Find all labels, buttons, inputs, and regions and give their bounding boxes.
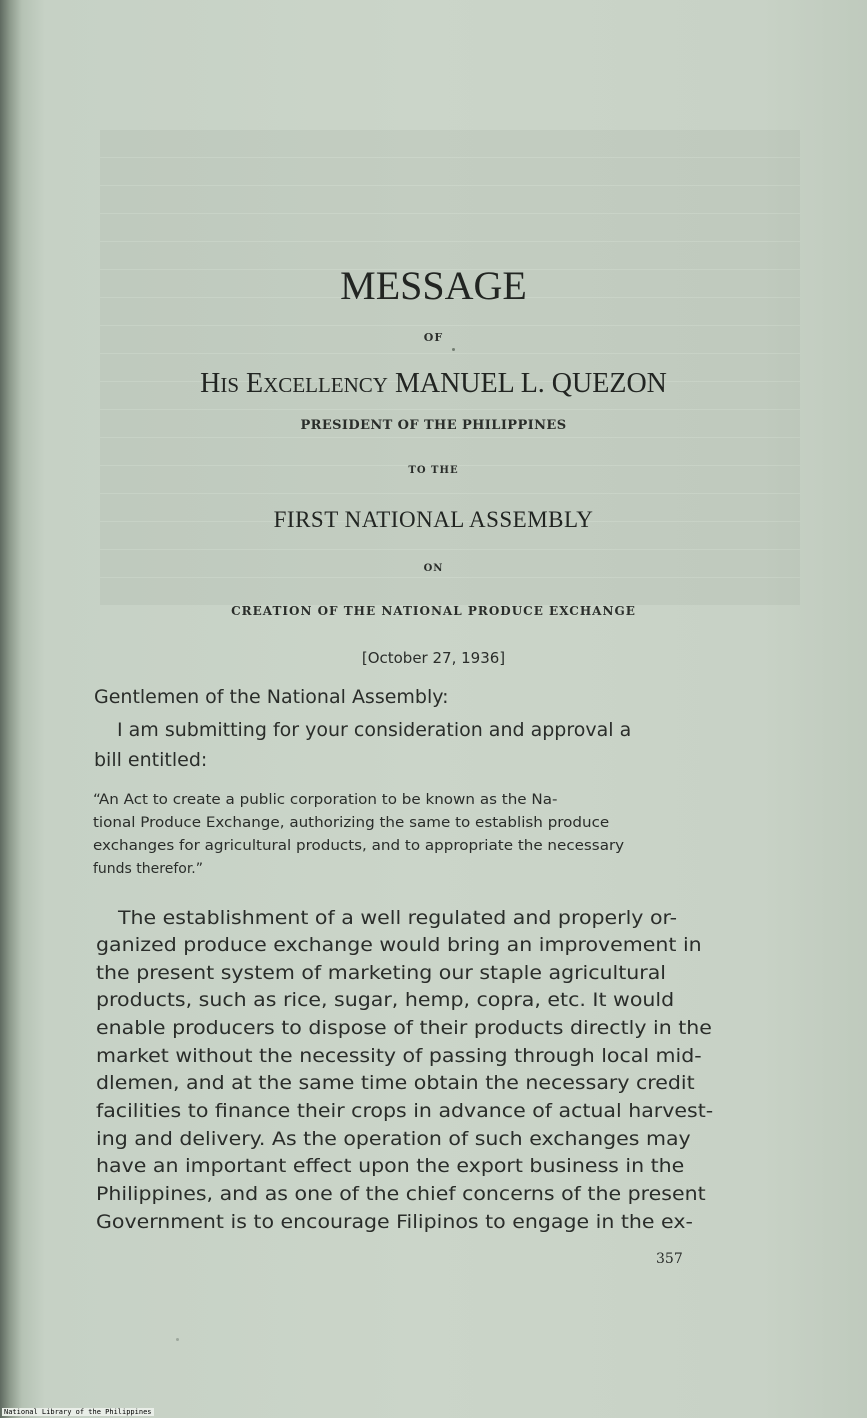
to-the-label: TO THE: [408, 465, 459, 476]
excellency-is: IS: [220, 373, 240, 397]
paper-speck: [176, 1338, 179, 1341]
paragraph-line: facilities to finance their crops in advance of actual harvest-: [96, 1100, 714, 1122]
excellency-e: E: [246, 368, 264, 399]
quote-line: tional Produce Exchange, authorizing the same to establish produce: [93, 815, 610, 831]
intro-line: bill entitled:: [94, 749, 208, 771]
paper-speck: [452, 348, 455, 351]
of-label: OF: [423, 331, 444, 344]
excellency-heading: [0, 368, 867, 400]
paragraph-line: dlemen, and at the same time obtain the necessary credit: [96, 1072, 695, 1094]
library-credit: National Library of the Philippines: [4, 1408, 152, 1416]
president-name: MANUEL L. QUEZON: [394, 368, 667, 399]
message-title: MESSAGE: [340, 263, 527, 308]
paragraph-line: Government is to encourage Filipinos to engage in the ex-: [96, 1211, 693, 1233]
quote-line: “An Act to create a public corporation to be known as the Na-: [93, 792, 558, 808]
paragraph-line: ganized produce exchange would bring an improvement in: [96, 934, 702, 956]
quote-line: funds therefor.”: [93, 861, 204, 877]
president-subtitle: PRESIDENT OF THE PHILIPPINES: [300, 418, 567, 433]
paragraph-line: have an important effect upon the export business in the: [96, 1155, 685, 1177]
quote-line: exchanges for agricultural products, and to appropriate the necessary: [93, 838, 625, 854]
paragraph-line: ing and delivery. As the operation of such exchanges may: [96, 1128, 691, 1150]
intro-line: I am submitting for your consideration and approval a: [117, 719, 632, 741]
paragraph-line: The establishment of a well regulated and properly or-: [118, 907, 678, 929]
salutation: Gentlemen of the National Assembly:: [94, 686, 449, 708]
paragraph-line: enable producers to dispose of their products directly in the: [96, 1017, 712, 1039]
excellency-h: H: [200, 368, 221, 399]
paragraph-line: the present system of marketing our staple agricultural: [96, 962, 667, 984]
paragraph-line: products, such as rice, sugar, hemp, copra, etc. It would: [96, 989, 675, 1011]
message-date: [October 27, 1936]: [361, 649, 506, 667]
on-label: ON: [423, 563, 444, 574]
creation-heading: CREATION OF THE NATIONAL PRODUCE EXCHANGE: [231, 604, 636, 618]
paragraph-line: Philippines, and as one of the chief concerns of the present: [96, 1183, 706, 1205]
page-number: 357: [656, 1251, 683, 1267]
assembly-heading: FIRST NATIONAL ASSEMBLY: [273, 507, 594, 532]
excellency-xcellency: XCELLENCY: [263, 373, 388, 397]
paragraph-line: market without the necessity of passing through local mid-: [96, 1045, 702, 1067]
